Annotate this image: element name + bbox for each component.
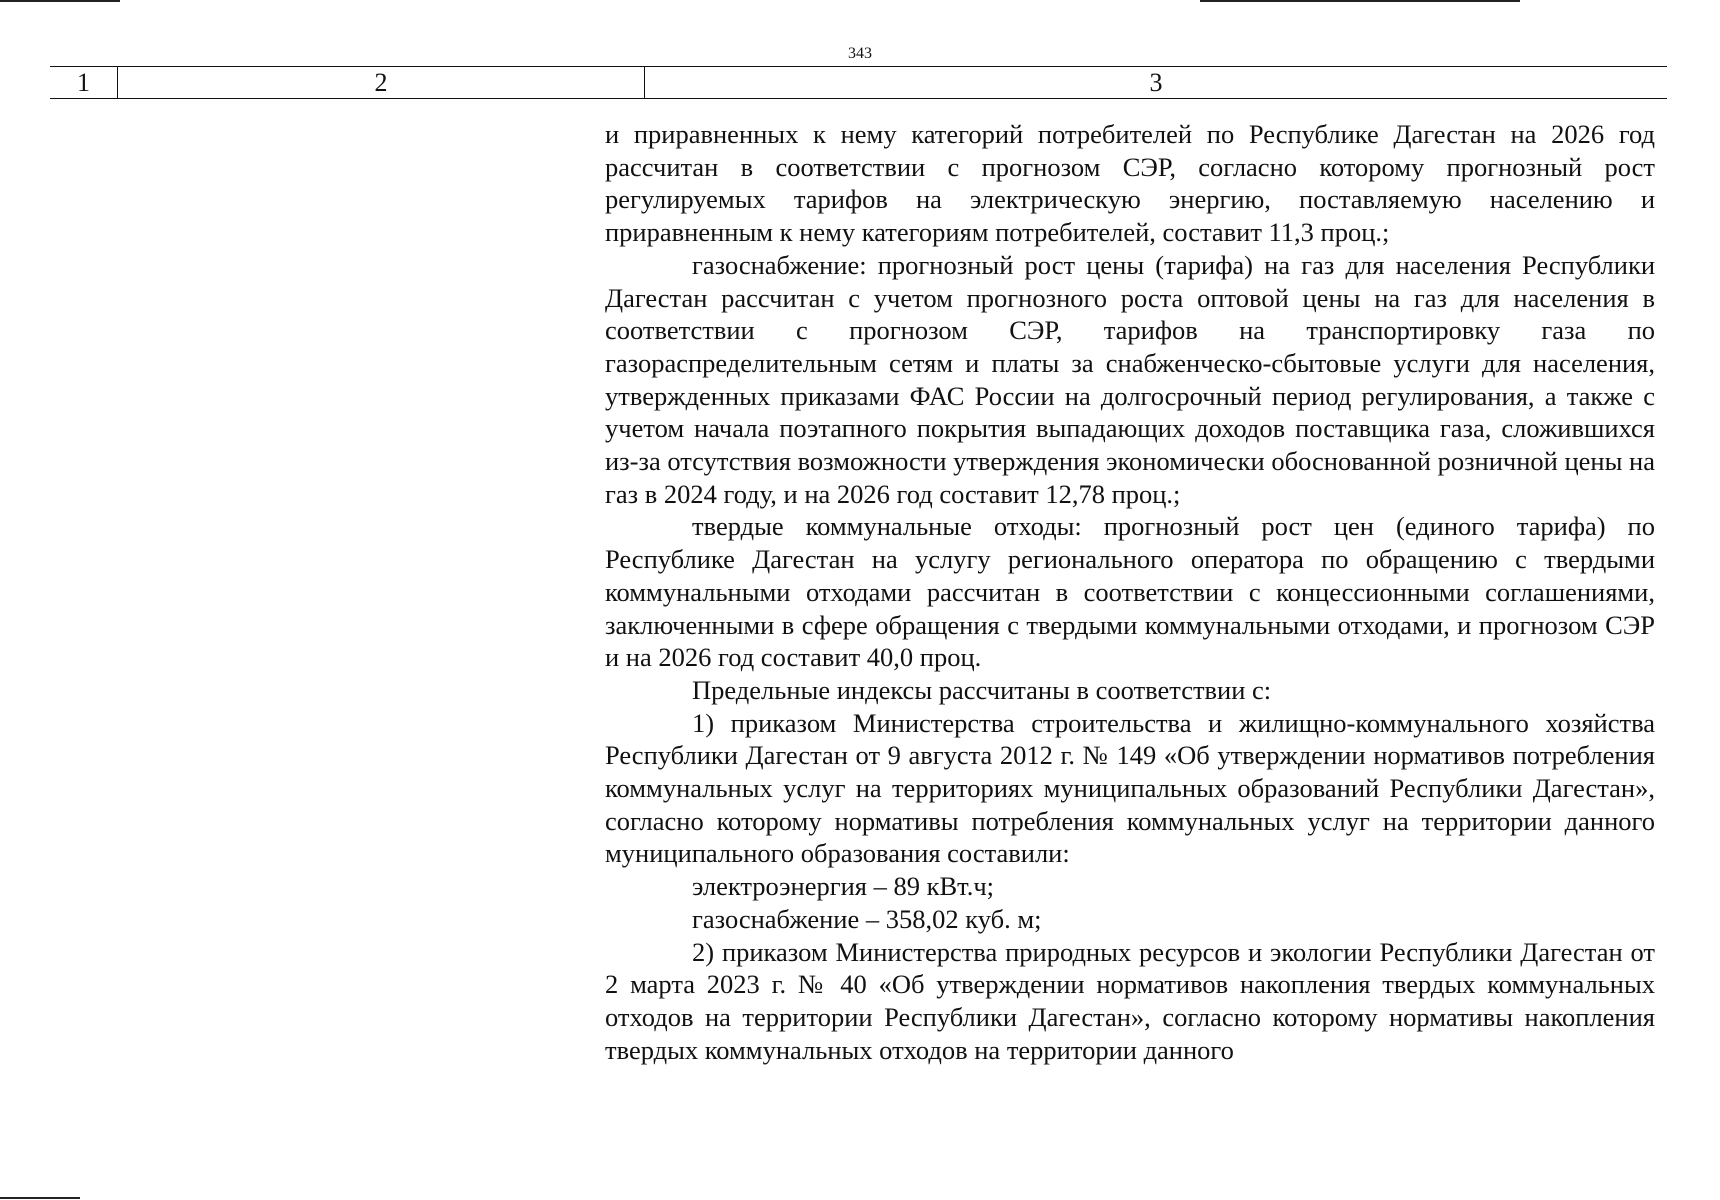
paragraph-indices-intro: Предельные индексы рассчитаны в соответствии с: [692, 674, 1272, 705]
table-header-row [50, 66, 1667, 99]
page-number: 343 [848, 45, 872, 62]
column-number-2: 2 [118, 67, 645, 98]
scan-edge-top-left [0, 0, 120, 2]
scan-edge-bottom-left [0, 1197, 80, 1199]
paragraph-gas-supply: газоснабжение: прогнозный рост цены (тарифа) на газ для населения Республики Дагестан рассчитан с учетом прогнозного роста оптовой цены на газ для населения в соответствии с прогнозом СЭР, тарифов на транспортировку газа по газораспределительным сетям и платы за снабженческо-сбытовые услуги для населения, утвержденных приказами ФАС России на долгосрочный период регулирования, а также с учетом начала поэтапного покрытия выпадающих доходов поставщика газа, сложившихся из-за отсутствия возможности утверждения экономически обоснованной розничной цены на газ в 2024 году, и на 2026 год составит 12,78 проц.; [605, 249, 1655, 509]
paragraph-order-ecology: 2) приказом Министерства природных ресурсов и экологии Республики Дагестан от 2 марта 2023 г. № 40 «Об утверждении нормативов накопления твердых коммунальных отходов на территории Республики Дагестан», согласно которому нормативы накопления твердых коммунальных отходов на территории данного [605, 936, 1655, 1065]
column-number-3: 3 [1149, 67, 1163, 97]
paragraph-electricity-continued: и приравненных к нему категорий потребителей по Республике Дагестан на 2026 год рассчитан в соответствии с прогнозом СЭР, согласно которому прогнозный рост регулируемых тарифов на электрическую энергию, поставляемую населению и приравненным к нему категориям потребителей, составит 11,3 проц.; [605, 119, 1655, 248]
paragraph-gas-norm: газоснабжение – 358,02 куб. м; [692, 903, 1042, 934]
paragraph-solid-waste: твердые коммунальные отходы: прогнозный рост цен (единого тарифа) по Республике Дагестан на услугу регионального оператора по обращению с твердыми коммунальными отходами рассчитан в соответствии с концессионными соглашениями, заключенными в сфере обращения с твердыми коммунальными отходами, и прогнозом СЭР и на 2026 год составит 40,0 проц. [605, 511, 1655, 673]
scan-edge-top-right [1200, 0, 1520, 2]
document-body [605, 118, 1655, 1066]
paragraph-electricity-norm: электроэнергия – 89 кВт.ч; [692, 871, 995, 902]
column-number-1: 1 [50, 67, 118, 98]
paragraph-order-construction: 1) приказом Министерства строительства и жилищно-коммунального хозяйства Республики Дагестан от 9 августа 2012 г. № 149 «Об утверждении нормативов потребления коммунальных услуг на территориях муниципальных образований Республики Дагестан», согласно которому нормативы потребления коммунальных услуг на территории данного муниципального образования составили: [605, 707, 1655, 869]
